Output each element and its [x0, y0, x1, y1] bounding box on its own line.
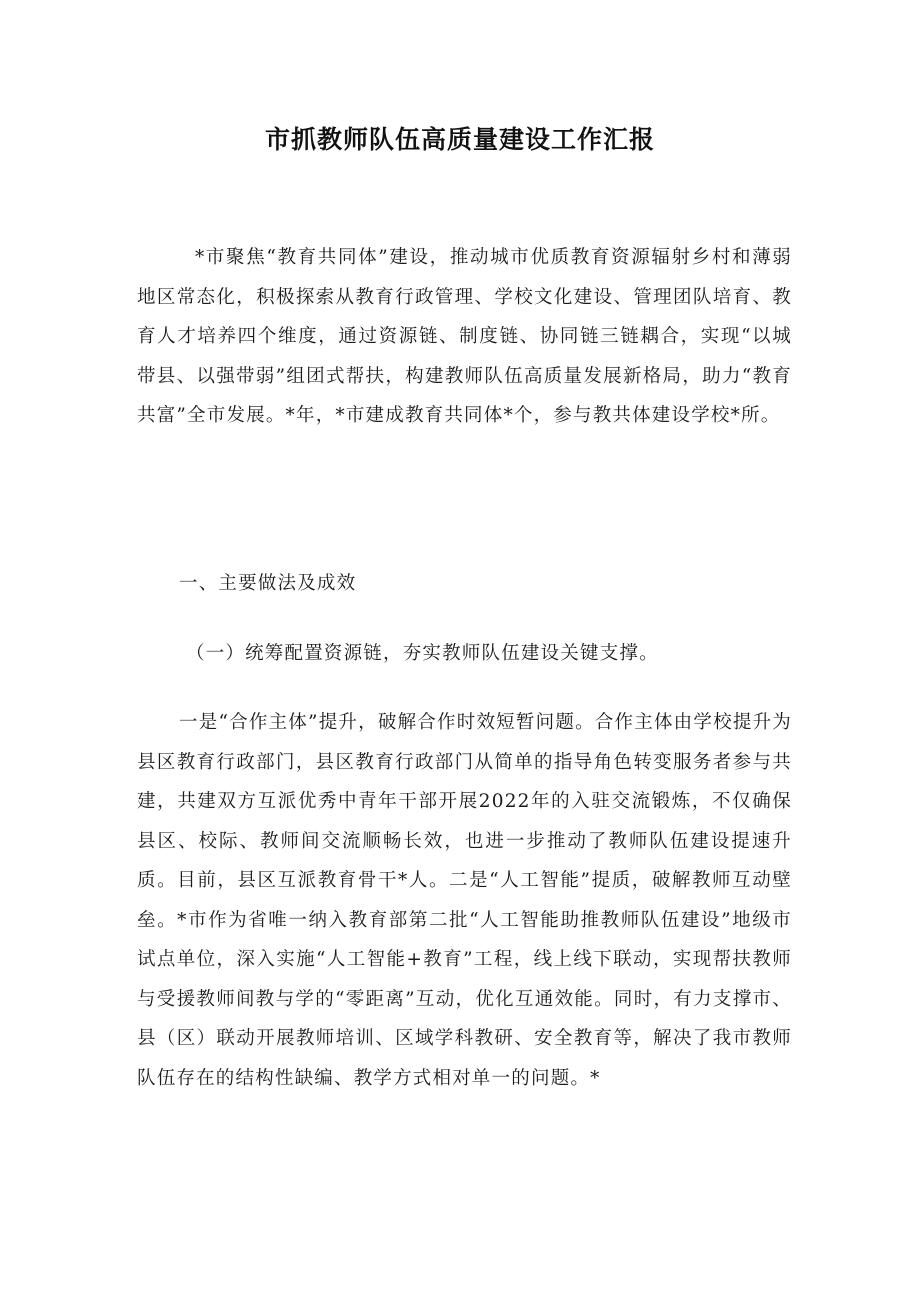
intro-paragraph: *市聚焦“教育共同体”建设，推动城市优质教育资源辐射乡村和薄弱地区常态化，积极探索从教育行政管理、学校文化建设、管理团队培育、教育人才培养四个维度，通过资源链、制度链、协同链三链耦合，实现“以城带县、以强带弱”组团式帮扶，构建教师队伍高质量发展新格局，助力“教育共富”全市发展。*年，*市建成教育共同体*个，参与教共体建设学校*所。	[137, 247, 792, 426]
main-paragraph: 一是“合作主体”提升，破解合作时效短暂问题。合作主体由学校提升为县区教育行政部门，县区教育行政部门从简单的指导角色转变服务者参与共建，共建双方互派优秀中青年干部开展2022年的入驻交流锻炼，不仅确保县区、校际、教师间交流顺畅长效，也进一步推动了教师队伍建设提速升质。目前，县区互派教育骨干*人。二是“人工智能”提质，破解教师互动壁垒。*市作为省唯一纳入教育部第二批“人工智能助推教师队伍建设”地级市试点单位，深入实施“人工智能+教育”工程，线上线下联动，实现帮扶教师与受援教师间教与学的“零距离”互动，优化互通效能。同时，有力支撑市、县（区）联动开展教师培训、区域学科教研、安全教育等，解决了我市教师队伍存在的结构性缺编、教学方式相对单一的问题。*	[137, 712, 792, 1089]
section-heading: 一、主要做法及成效	[179, 573, 357, 594]
document-title: 市抓教师队伍高质量建设工作汇报	[264, 125, 655, 154]
sub-heading: （一）统筹配置资源链，夯实教师队伍建设关键支撑。	[186, 643, 659, 664]
